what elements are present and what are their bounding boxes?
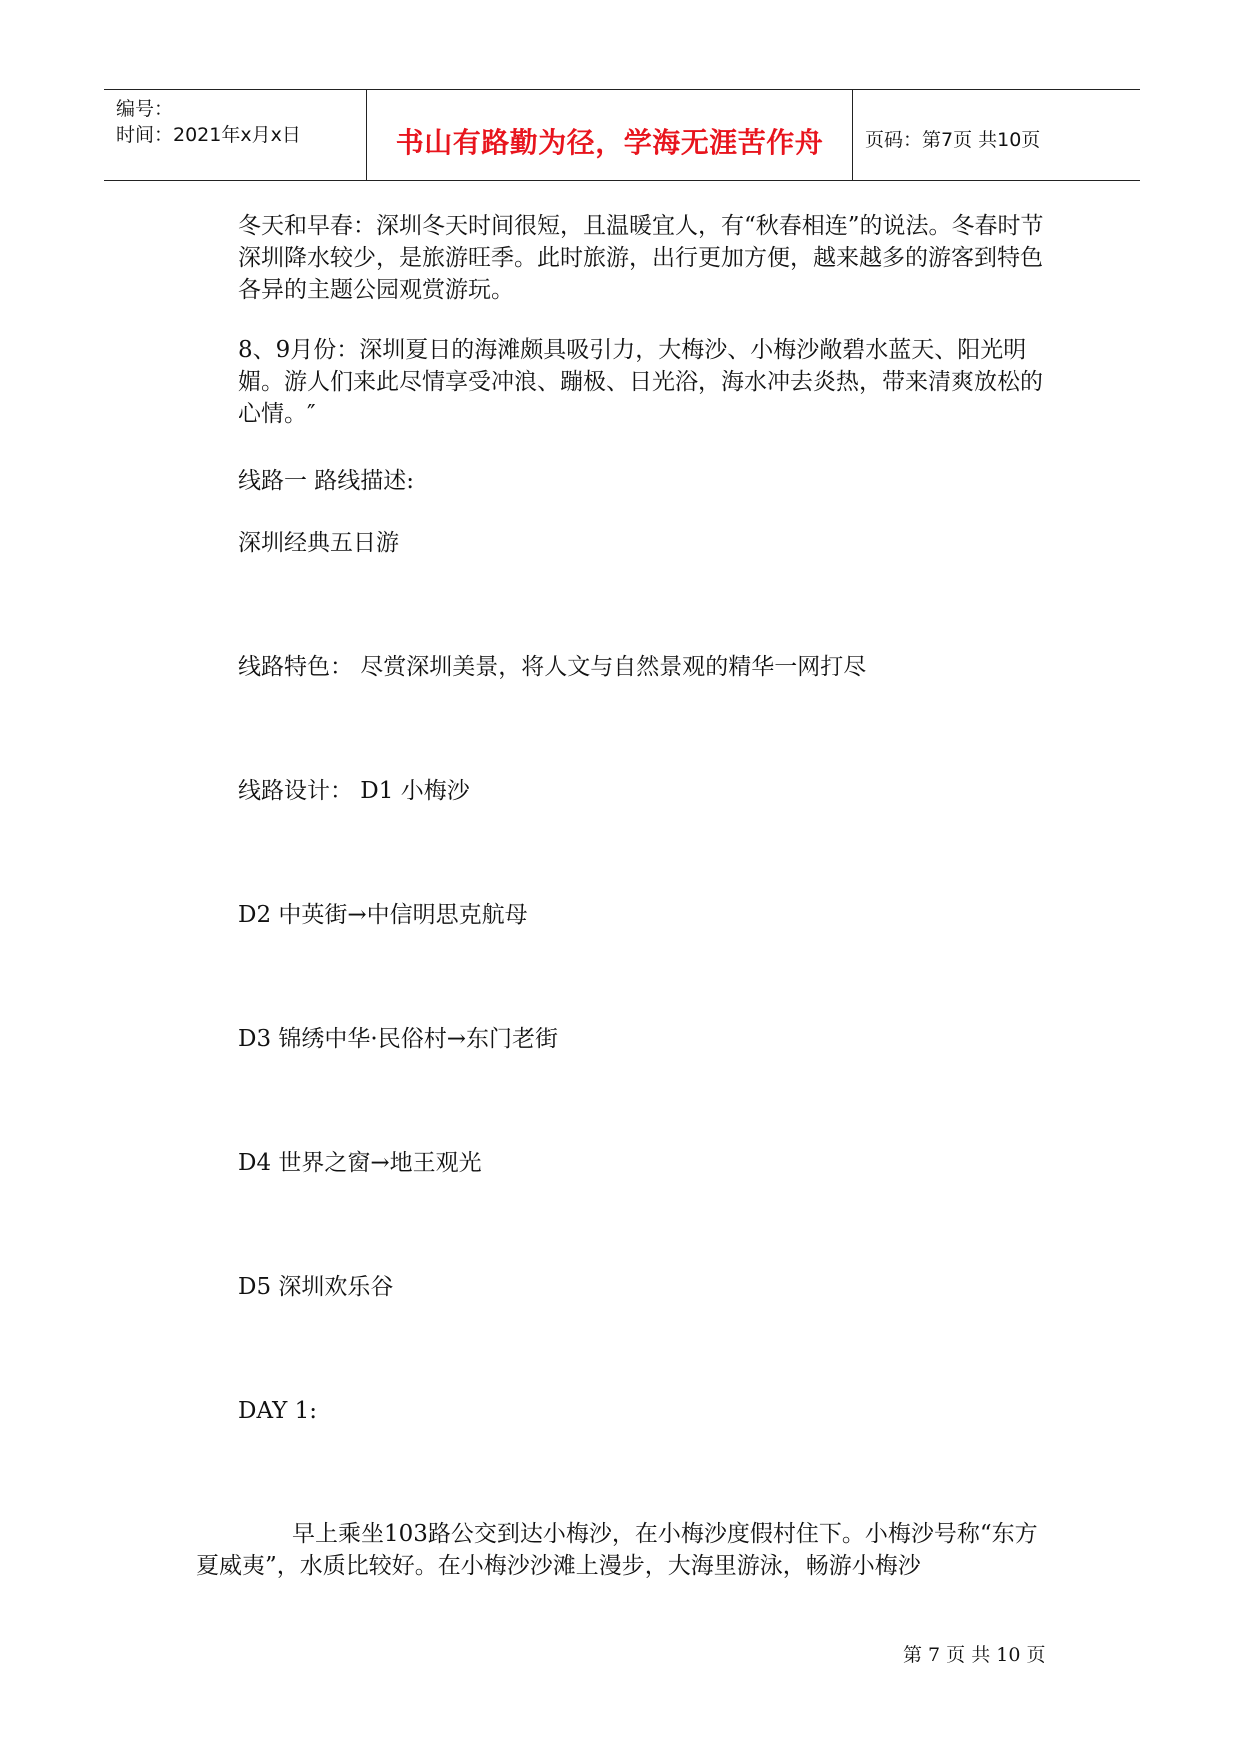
serial-number-label: 编号： <box>116 98 174 120</box>
date-label: 时间：2021年x月x日 <box>116 124 301 146</box>
page-header <box>104 89 1140 181</box>
header-page-cell <box>853 90 1140 180</box>
route-name: 深圳经典五日游 <box>238 530 399 556</box>
route-design-d1: 线路设计： D1 小梅沙 <box>238 778 470 804</box>
route-feature: 线路特色： 尽赏深圳美景，将人文与自然景观的精华一网打尽 <box>238 654 867 680</box>
route-day-4: D4 世界之窗→地王观光 <box>238 1150 482 1176</box>
header-motto: 书山有路勤为径，学海无涯苦作舟 <box>395 126 824 159</box>
footer-page-number: 第 7 页 共 10 页 <box>903 1644 1046 1666</box>
paragraph-winter-spring: 冬天和早春：深圳冬天时间很短，且温暖宜人，有“秋春相连”的说法。冬春时节深圳降水较少，是旅游旺季。此时旅游，出行更加方便，越来越多的游客到特色各异的主题公园观赏游玩。 <box>238 213 1044 303</box>
route-heading: 线路一 路线描述: <box>238 468 415 494</box>
day1-heading: DAY 1: <box>238 1398 317 1424</box>
route-day-2: D2 中英街→中信明思克航母 <box>238 902 528 928</box>
route-day-5: D5 深圳欢乐谷 <box>238 1274 394 1300</box>
header-meta-cell <box>104 90 367 180</box>
paragraph-summer: 8、9月份：深圳夏日的海滩颇具吸引力，大梅沙、小梅沙敞碧水蓝天、阳光明媚。游人们来此尽情享受冲浪、蹦极、日光浴，海水冲去炎热，带来清爽放松的心情。″ <box>238 337 1043 427</box>
header-page-number: 页码：第7页 共10页 <box>865 129 1041 151</box>
route-day-3: D3 锦绣中华·民俗村→东门老街 <box>238 1026 558 1052</box>
day1-paragraph: 早上乘坐103路公交到达小梅沙，在小梅沙度假村住下。小梅沙号称“东方夏威夷”，水质比较好。在小梅沙沙滩上漫步，大海里游泳，畅游小梅沙 <box>196 1521 1038 1579</box>
header-motto-cell <box>367 90 853 180</box>
